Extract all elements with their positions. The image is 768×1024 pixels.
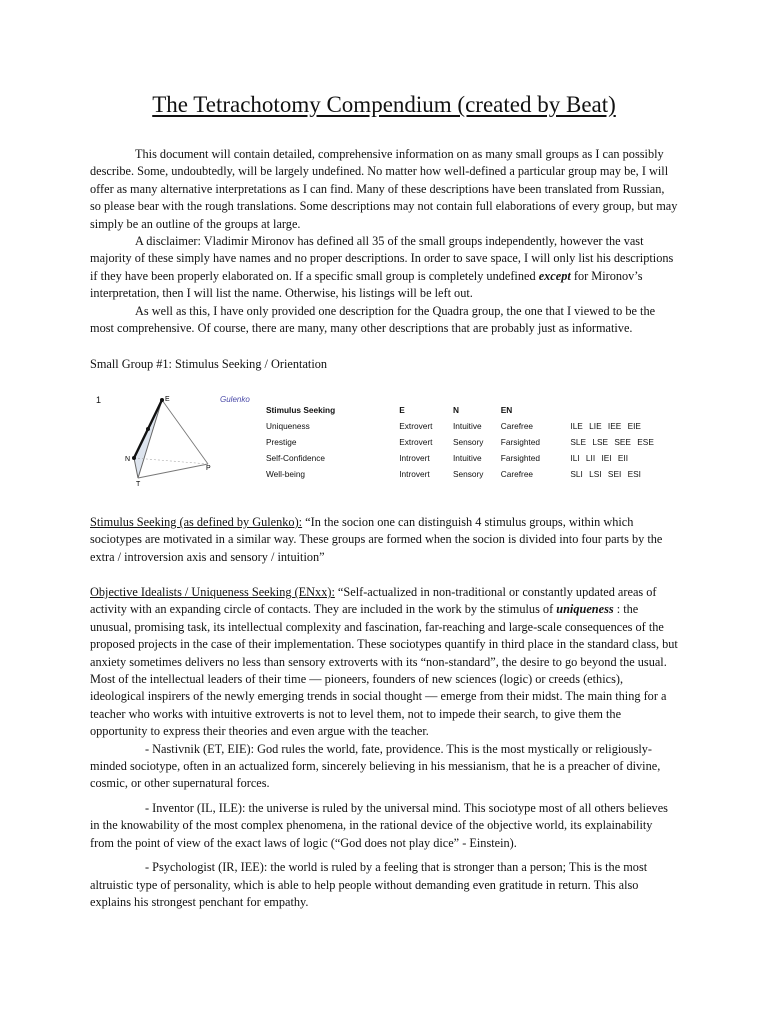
intro-p2-emphasis: except bbox=[538, 268, 571, 283]
intro-paragraph-2 bbox=[90, 233, 678, 303]
table-cell: Prestige bbox=[266, 437, 297, 447]
table-header-row bbox=[266, 402, 690, 418]
figure-source: Gulenko bbox=[220, 395, 250, 404]
vertex-label-n: N bbox=[125, 456, 131, 463]
objective-text-a: “Self-actualized in non-traditional or constantly updated areas of activity with an expanding circle of contacts. They are included in the work by the stimulus of bbox=[90, 585, 657, 617]
edge-t-p bbox=[138, 464, 208, 478]
objective-paragraph bbox=[90, 584, 678, 741]
vertex-e-dot bbox=[160, 398, 164, 402]
table-row bbox=[266, 418, 690, 434]
table-cell: Introvert bbox=[399, 469, 430, 479]
vertex-n-dot bbox=[132, 456, 136, 460]
table-cell: Farsighted bbox=[500, 453, 540, 463]
table-cell: ILI LII IEI EII bbox=[570, 453, 629, 463]
table-header-cell: N bbox=[452, 405, 459, 415]
nastivnik-paragraph: - Nastivnik (ET, EIE): God rules the world, fate, providence. This is the most mystically or religiously-minded sociotype, often in an actualized form, sincerely believing in his messianism, that he is a preacher of divine, cosmic, or other supernatural forces. bbox=[90, 741, 661, 791]
objective-idealists-section bbox=[90, 584, 678, 911]
intro-section bbox=[90, 146, 678, 337]
vertex-label-e: E bbox=[165, 396, 170, 403]
table-cell: Uniqueness bbox=[266, 421, 310, 431]
table-row bbox=[266, 466, 690, 482]
table-cell: SLE LSE SEE ESE bbox=[570, 437, 654, 447]
table-header-cell: Stimulus Seeking bbox=[266, 405, 336, 415]
gulenko-text: “In the socion one can distinguish 4 stimulus groups, within which sociotypes are motivated in a similar way. These groups are formed when the socion is divided into four parts by the extra / introversion axis and sensory / intuition” bbox=[90, 515, 663, 564]
gulenko-definition bbox=[90, 514, 678, 566]
table-header-cell: E bbox=[399, 405, 405, 415]
table-row bbox=[266, 450, 690, 466]
stimulus-seeking-figure bbox=[90, 390, 690, 490]
intro-p2-text-b: for Mironov’s interpretation, then I will list the name. Otherwise, his listings will be left out. bbox=[90, 268, 643, 301]
gulenko-label: Stimulus Seeking (as defined by Gulenko): bbox=[90, 515, 303, 529]
table-cell: SLI LSI SEI ESI bbox=[570, 469, 641, 479]
gulenko-paragraph bbox=[90, 514, 678, 566]
table-row bbox=[266, 434, 690, 450]
figure-number: 1 bbox=[96, 395, 102, 405]
vertex-label-p: P bbox=[206, 465, 211, 472]
objective-text-b: : the unusual, promising task, its intellectual complexity and fascination, far-reaching and large-scale consequences of the proposed projects in the case of their implementation. These sociotypes quantify in third place in the standard class, but anxiety sometimes delivers no less than sensory extroverts with its “non-standard”, the desire to go beyond the usual. Most of the intellectual leaders of their time — pioneers, founders of new sciences (logic) or creeds (ethics), ideological inspirers of the newly emerging trends in social thought — emerge from their midst. The main thing for a teacher who works with intuitive extroverts is not to level them, not to impede their search, to give them the opportunity to express their theories and even argue with the teacher. bbox=[90, 602, 678, 739]
table-cell: Intuitive bbox=[452, 421, 482, 431]
objective-emphasis: uniqueness bbox=[556, 602, 614, 617]
intro-p2-text-a: A disclaimer: Vladimir Mironov has defined all 35 of the small groups independently, however the vast majority of these simply have names and no proper descriptions. In order to save space, I will only list his descriptions if they have been properly elaborated on. If a specific small group is completely undefined bbox=[90, 234, 674, 283]
table-cell: Carefree bbox=[500, 469, 534, 479]
edge-n-p bbox=[134, 458, 208, 464]
edge-midpoint-dot bbox=[146, 427, 150, 431]
intro-paragraph-3: As well as this, I have only provided one description for the Quadra group, the one that I viewed to be the most comprehensive. Of course, there are many, many other descriptions that are probably just as informative. bbox=[90, 303, 656, 336]
document-title: The Tetrachotomy Compendium (created by Beat) bbox=[152, 92, 616, 117]
table-cell: Intuitive bbox=[452, 453, 482, 463]
table-cell: Sensory bbox=[452, 469, 484, 479]
intro-paragraph-1: This document will contain detailed, comprehensive information on as many small groups as I can possibly describe. Some, undoubtedly, will be largely undefined. No matter how well-defined a particular group may be, I will offer as many alternative interpretations as I can find. Many of these descriptions have been translated from Russian, so please bear with the rough translations. Some descriptions may not contain full elaborations of every group, but may simply be an outline of the groups at large. bbox=[90, 147, 678, 231]
section-heading: Small Group #1: Stimulus Seeking / Orientation bbox=[90, 357, 328, 371]
table-header-cell: EN bbox=[500, 405, 513, 415]
tetrahedron-diagram bbox=[90, 390, 240, 490]
table-cell: Self-Confidence bbox=[266, 453, 326, 463]
tetrahedron-shaded-face bbox=[134, 400, 162, 478]
vertex-label-t: T bbox=[136, 481, 141, 488]
table-cell: Sensory bbox=[452, 437, 484, 447]
table-header-cell bbox=[570, 402, 690, 418]
psychologist-paragraph: - Psychologist (IR, IEE): the world is ruled by a feeling that is stronger than a person; This is the most altruistic type of personality, which is able to help people without demanding even gratitude in return. This also explains his strongest penchant for empathy. bbox=[90, 860, 648, 909]
edge-e-p bbox=[162, 400, 208, 464]
table-cell: Farsighted bbox=[500, 437, 540, 447]
inventor-paragraph: - Inventor (IL, ILE): the universe is ruled by the universal mind. This sociotype most of all others believes in the knowability of the most complex phenomena, in the rational device of the objective world, its explainability from the point of view of the exact laws of logic (“God does not play dice” - Einstein). bbox=[90, 800, 668, 850]
table-cell: Carefree bbox=[500, 421, 534, 431]
table-cell: ILE LIE IEE EIE bbox=[570, 421, 641, 431]
stimulus-groups-table bbox=[266, 402, 690, 482]
table-cell: Extrovert bbox=[399, 421, 433, 431]
objective-label: Objective Idealists / Uniqueness Seeking (ENxx): bbox=[90, 585, 335, 599]
table-cell: Extrovert bbox=[399, 437, 433, 447]
table-cell: Well-being bbox=[266, 469, 306, 479]
table-cell: Introvert bbox=[399, 453, 430, 463]
